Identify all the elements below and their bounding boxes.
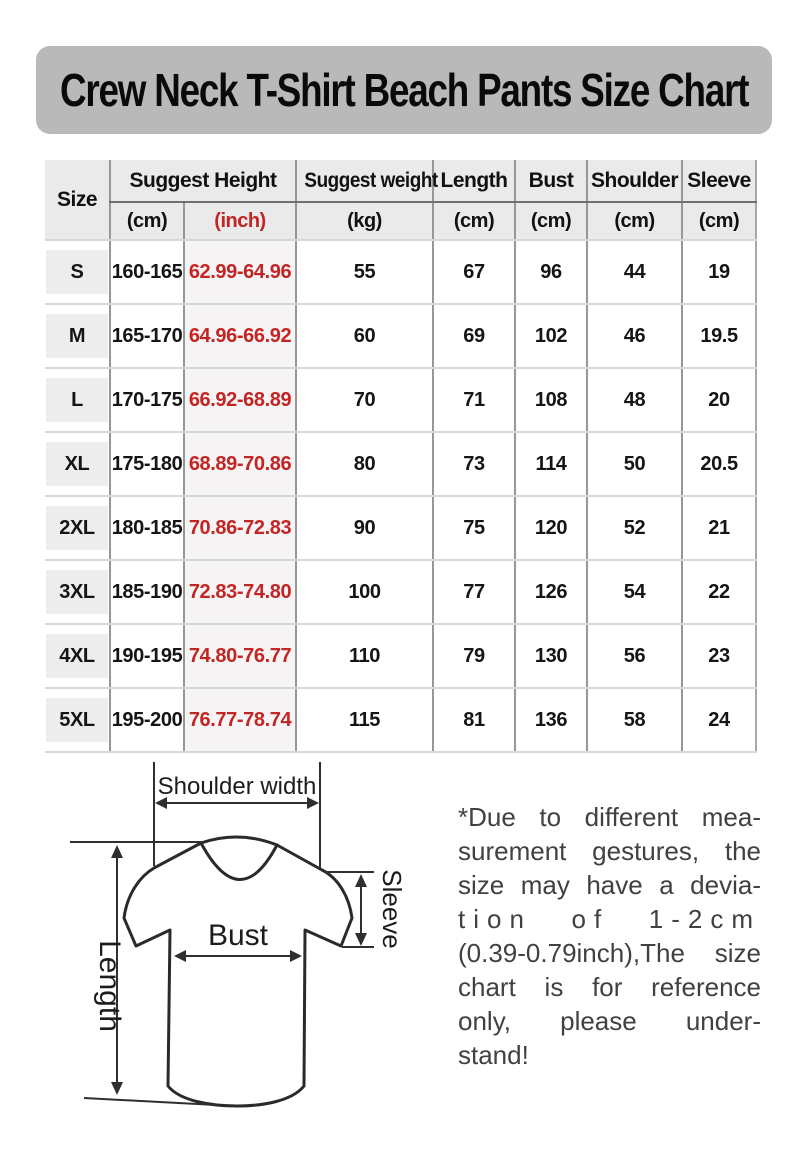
table-header-row-1 xyxy=(45,160,756,202)
cell-bust: 102 xyxy=(515,304,587,368)
size-table xyxy=(45,160,757,753)
cell-size xyxy=(45,624,110,688)
unit-cm: (cm) xyxy=(515,202,587,240)
cell-shoulder: 50 xyxy=(587,432,682,496)
cell-length: 79 xyxy=(433,624,515,688)
table-row xyxy=(45,688,756,752)
length-label: Length xyxy=(93,940,126,1032)
cell-size xyxy=(45,304,110,368)
tshirt-measurement-diagram xyxy=(35,752,420,1140)
table-row xyxy=(45,240,756,304)
col-header-sleeve: Sleeve xyxy=(682,160,756,202)
col-header-suggest-weight: Suggest weight xyxy=(296,160,433,202)
col-header-length: Length xyxy=(433,160,515,202)
cell-bust: 126 xyxy=(515,560,587,624)
cell-height-inch: 68.89-70.86 xyxy=(184,432,296,496)
size-chip: 4XL xyxy=(46,634,108,678)
table-row xyxy=(45,432,756,496)
cell-height-inch: 64.96-66.92 xyxy=(184,304,296,368)
cell-shoulder: 44 xyxy=(587,240,682,304)
cell-shoulder: 46 xyxy=(587,304,682,368)
cell-size xyxy=(45,368,110,432)
table-row xyxy=(45,304,756,368)
size-chip: XL xyxy=(46,442,108,486)
cell-height-cm: 195-200 xyxy=(110,688,184,752)
note-line: only, please under- xyxy=(458,1006,761,1036)
table-row xyxy=(45,496,756,560)
disclaimer-note xyxy=(458,800,761,1072)
note-line: chart is for reference xyxy=(458,972,761,1002)
note-line: surement gestures, the xyxy=(458,836,761,866)
cell-height-cm: 190-195 xyxy=(110,624,184,688)
tshirt-outline xyxy=(124,837,352,1106)
cell-height-cm: 170-175 xyxy=(110,368,184,432)
cell-length: 71 xyxy=(433,368,515,432)
cell-shoulder: 58 xyxy=(587,688,682,752)
shoulder-width-label: Shoulder width xyxy=(157,773,317,800)
cell-shoulder: 56 xyxy=(587,624,682,688)
cell-sleeve: 20.5 xyxy=(682,432,756,496)
col-header-suggest-height: Suggest Height xyxy=(110,160,296,202)
cell-bust: 120 xyxy=(515,496,587,560)
cell-sleeve: 19.5 xyxy=(682,304,756,368)
cell-height-cm: 175-180 xyxy=(110,432,184,496)
cell-height-inch: 72.83-74.80 xyxy=(184,560,296,624)
unit-inch: (inch) xyxy=(184,202,296,240)
cell-height-cm: 160-165 xyxy=(110,240,184,304)
cell-length: 73 xyxy=(433,432,515,496)
cell-bust: 130 xyxy=(515,624,587,688)
size-chip: 2XL xyxy=(46,506,108,550)
note-line: size may have a devia- xyxy=(458,870,761,900)
cell-weight: 90 xyxy=(296,496,433,560)
cell-shoulder: 54 xyxy=(587,560,682,624)
table-row xyxy=(45,560,756,624)
col-header-size: Size xyxy=(45,160,110,240)
cell-shoulder: 48 xyxy=(587,368,682,432)
cell-bust: 136 xyxy=(515,688,587,752)
cell-sleeve: 24 xyxy=(682,688,756,752)
cell-length: 77 xyxy=(433,560,515,624)
cell-length: 75 xyxy=(433,496,515,560)
size-chip: S xyxy=(46,250,108,294)
title-banner xyxy=(36,46,772,134)
cell-height-cm: 180-185 xyxy=(110,496,184,560)
size-chip: 3XL xyxy=(46,570,108,614)
cell-sleeve: 19 xyxy=(682,240,756,304)
cell-height-inch: 62.99-64.96 xyxy=(184,240,296,304)
sleeve-label: Sleeve xyxy=(377,869,407,949)
bust-label: Bust xyxy=(207,919,269,952)
note-line: (0.39-0.79inch),The size xyxy=(458,938,761,968)
unit-cm: (cm) xyxy=(433,202,515,240)
cell-shoulder: 52 xyxy=(587,496,682,560)
note-line: *Due to different mea- xyxy=(458,802,761,832)
unit-kg: (kg) xyxy=(296,202,433,240)
table-header-row-2 xyxy=(45,202,756,240)
cell-bust: 96 xyxy=(515,240,587,304)
cell-height-inch: 76.77-78.74 xyxy=(184,688,296,752)
cell-weight: 70 xyxy=(296,368,433,432)
cell-height-cm: 185-190 xyxy=(110,560,184,624)
unit-cm: (cm) xyxy=(587,202,682,240)
size-chip: 5XL xyxy=(46,698,108,742)
cell-sleeve: 23 xyxy=(682,624,756,688)
cell-height-inch: 66.92-68.89 xyxy=(184,368,296,432)
cell-length: 69 xyxy=(433,304,515,368)
note-line: stand! xyxy=(458,1040,529,1070)
cell-height-cm: 165-170 xyxy=(110,304,184,368)
cell-height-inch: 70.86-72.83 xyxy=(184,496,296,560)
cell-size xyxy=(45,496,110,560)
cell-weight: 55 xyxy=(296,240,433,304)
cell-sleeve: 20 xyxy=(682,368,756,432)
cell-size xyxy=(45,240,110,304)
cell-sleeve: 22 xyxy=(682,560,756,624)
cell-size xyxy=(45,688,110,752)
cell-weight: 115 xyxy=(296,688,433,752)
size-chip: L xyxy=(46,378,108,422)
cell-bust: 108 xyxy=(515,368,587,432)
size-chip: M xyxy=(46,314,108,358)
cell-size xyxy=(45,432,110,496)
cell-length: 67 xyxy=(433,240,515,304)
table-row xyxy=(45,624,756,688)
cell-weight: 100 xyxy=(296,560,433,624)
unit-cm: (cm) xyxy=(682,202,756,240)
table-row xyxy=(45,368,756,432)
cell-length: 81 xyxy=(433,688,515,752)
col-header-bust: Bust xyxy=(515,160,587,202)
page-title: Crew Neck T-Shirt Beach Pants Size Chart xyxy=(59,64,749,116)
unit-cm: (cm) xyxy=(110,202,184,240)
cell-weight: 80 xyxy=(296,432,433,496)
cell-sleeve: 21 xyxy=(682,496,756,560)
cell-weight: 110 xyxy=(296,624,433,688)
cell-bust: 114 xyxy=(515,432,587,496)
cell-weight: 60 xyxy=(296,304,433,368)
note-line: tion of 1-2cm xyxy=(458,904,761,934)
cell-height-inch: 74.80-76.77 xyxy=(184,624,296,688)
cell-size xyxy=(45,560,110,624)
col-header-shoulder: Shoulder xyxy=(587,160,682,202)
